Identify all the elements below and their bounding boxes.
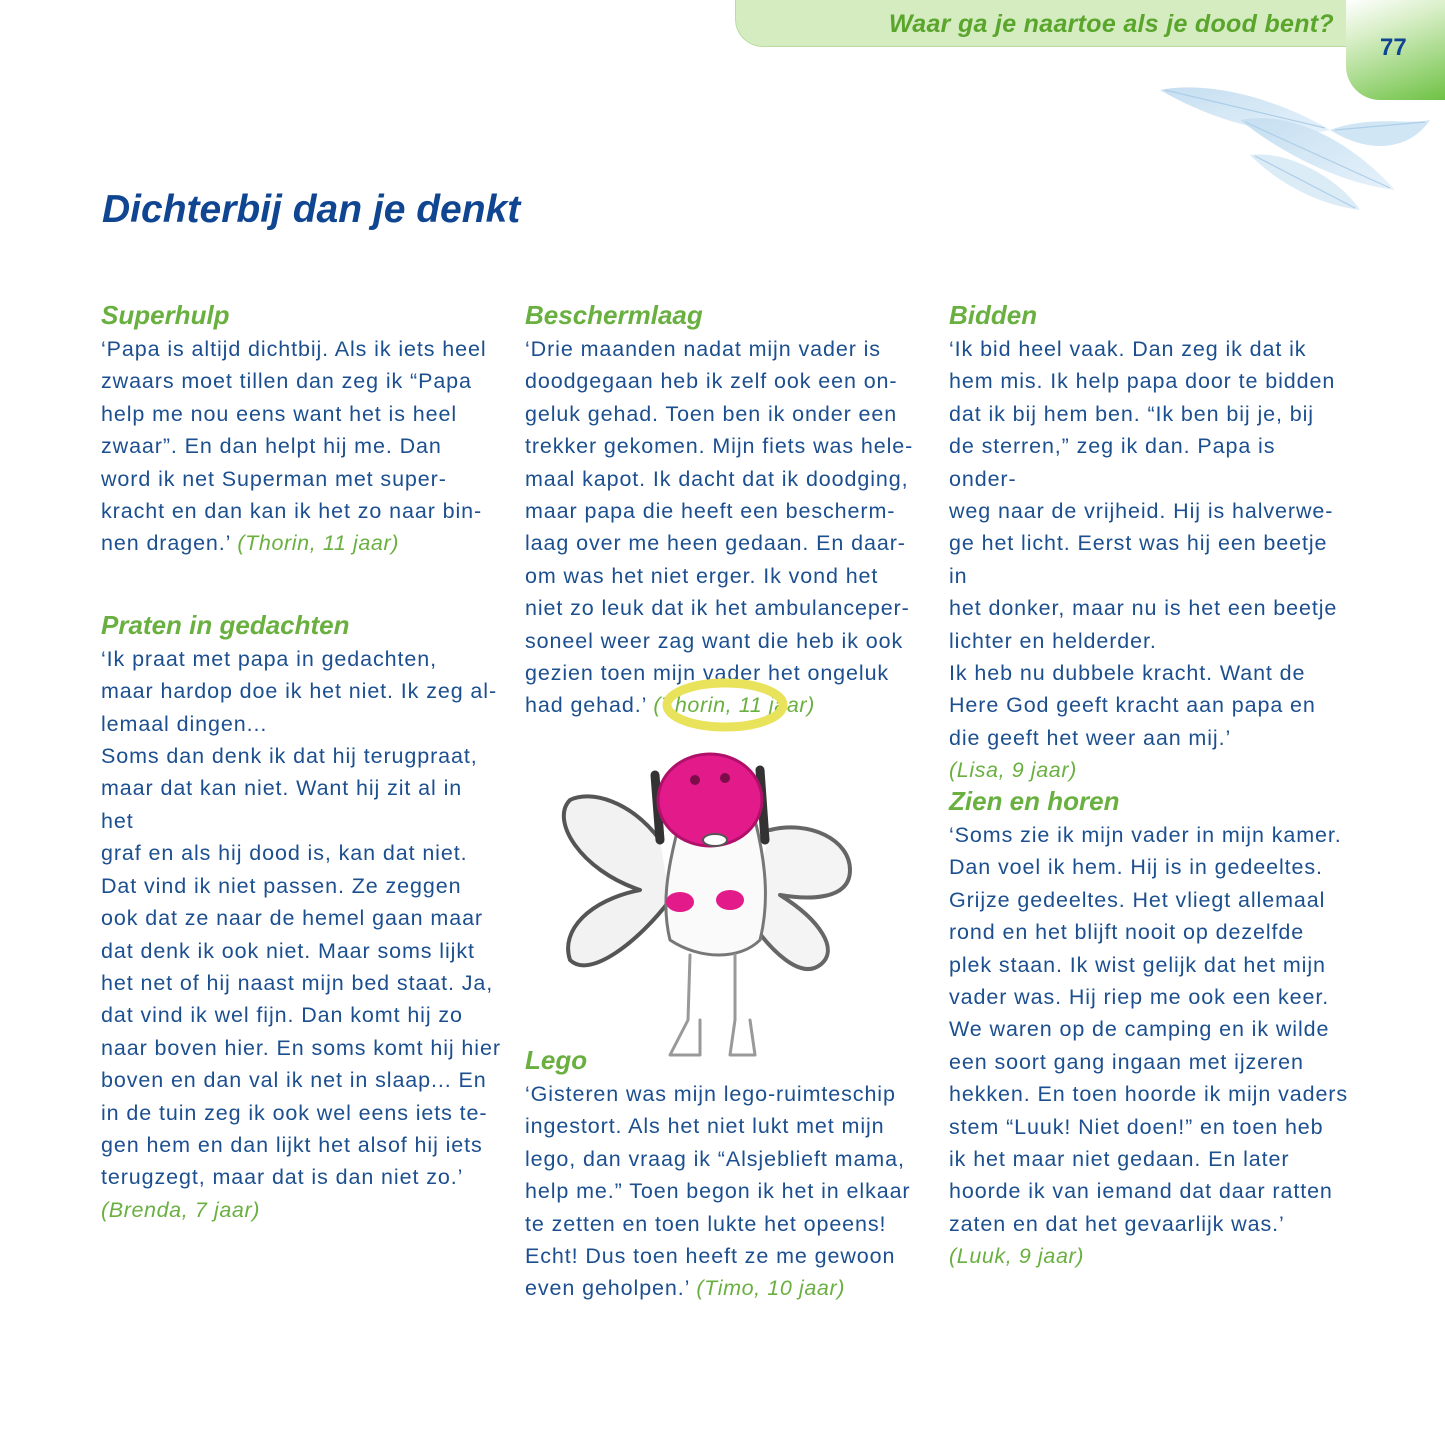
story-text	[525, 1078, 925, 1305]
story-body: ‘Drie maanden nadat mijn vader is doodgegaan heb ik zelf ook een on- geluk gehad. Toen ben ik onder een trekker gekomen. Mijn fiets was hele- maal kapot. Ik dacht dat ik doodging, maar papa die heeft een bescherm- laag over me heen gedaan. En daar- om was het niet erger. Ik vond het niet zo leuk dat ik het ambulanceper- soneel weer zag want die heb ik ook gezien toen mijn vader het ongeluk had gehad.’	[525, 337, 914, 718]
page-title: Dichterbij dan je denkt	[102, 188, 521, 231]
story-body: ‘Papa is altijd dichtbij. Als ik iets heel zwaars moet tillen dan zeg ik “Papa help me nou eens want het is heel zwaar”. En dan helpt hij me. Dan word ik net Superman met super- kracht en dan kan ik het zo naar bin- nen dragen.’	[101, 337, 487, 556]
story-heading: Beschermlaag	[525, 300, 703, 330]
story-author: (Timo, 10 jaar)	[696, 1276, 845, 1301]
story-author: (Thorin, 11 jaar)	[653, 693, 815, 718]
story-body: ‘Ik praat met papa in gedachten, maar hardop doe ik het niet. Ik zeg al- lemaal dingen... Soms dan denk ik dat hij terugpraat, maar dat kan niet. Want hij zit al in het graf en als hij dood is, kan dat niet. Dat vind ik niet passen. Ze zeggen ook dat ze naar de hemel gaan maar dat denk ik ook niet. Maar soms lijkt het net of hij naast mijn bed staat. Ja, dat vind ik wel fijn. Dan komt hij zo naar boven hier. En soms komt hij hier boven en dan val ik net in slaap... En in de tuin zeg ik ook wel eens iets te- gen hem en dan lijkt het alsof hij iets terugzegt, maar dat is dan niet zo.’	[101, 646, 501, 1190]
story-heading: Superhulp	[101, 300, 230, 330]
page-number: 77	[1380, 34, 1407, 61]
story-lego	[525, 1042, 925, 1305]
story-beschermlaag	[525, 297, 925, 722]
story-author: (Lisa, 9 jaar)	[949, 758, 1077, 783]
column-middle-lower	[525, 1042, 925, 1305]
story-body: ‘Gisteren was mijn lego-ruimteschip ingestort. Als het niet lukt met mijn lego, dan vraag ik “Alsjeblieft mama, help me.” Toen begon ik het in elkaar te zetten en toen lukte het opeens! Echt! Dus toen heeft ze me gewoon even geholpen.’	[525, 1082, 911, 1301]
story-superhulp	[101, 297, 501, 560]
column-left	[101, 297, 501, 1226]
story-heading: Praten in gedachten	[101, 609, 350, 640]
story-heading: Lego	[525, 1045, 588, 1075]
angel-drawing	[520, 660, 870, 1070]
story-author: (Brenda, 7 jaar)	[101, 1197, 260, 1222]
chapter-title: Waar ga je naartoe als je dood bent?	[888, 10, 1334, 38]
story-author: (Thorin, 11 jaar)	[237, 531, 399, 556]
story-praten-in-gedachten	[101, 607, 501, 1226]
story-text	[949, 333, 1349, 787]
story-heading: Zien en horen	[949, 786, 1120, 816]
column-right	[949, 297, 1349, 787]
column-right-lower	[949, 783, 1349, 1273]
story-bidden	[949, 297, 1349, 787]
story-zien-en-horen	[949, 783, 1349, 1273]
story-body: ‘Soms zie ik mijn vader in mijn kamer. Dan voel ik hem. Hij is in gedeeltes. Grijze gedeeltes. Het vliegt allemaal rond en het blijft nooit op dezelfde plek staan. Ik wist gelijk dat het mijn vader was. Hij riep me ook een keer. We waren op de camping en ik wilde een soort gang ingaan met ijzeren hekken. En toen hoorde ik mijn vaders stem “Luuk! Niet doen!” en toen heb ik het maar niet gedaan. En later hoorde ik van iemand dat daar ratten zaten en dat het gevaarlijk was.’	[949, 823, 1349, 1236]
feather-decoration	[1150, 70, 1435, 220]
story-text	[101, 643, 501, 1226]
story-body: ‘Ik bid heel vaak. Dan zeg ik dat ik hem mis. Ik help papa door te bidden dat ik bij hem ben. “Ik ben bij je, bij de sterren,” zeg ik dan. Papa is onder- weg naar de vrijheid. Hij is halverwe- ge het licht. Eerst was hij een beetje in het donker, maar nu is het een beetje lichter en helderder. Ik heb nu dubbele kracht. Want de Here God geeft kracht aan papa en die geeft het weer aan mij.’	[949, 337, 1338, 750]
story-heading: Bidden	[949, 300, 1038, 330]
story-author: (Luuk, 9 jaar)	[949, 1244, 1085, 1269]
column-middle	[525, 297, 925, 722]
story-text	[949, 819, 1349, 1273]
story-text	[101, 333, 501, 560]
